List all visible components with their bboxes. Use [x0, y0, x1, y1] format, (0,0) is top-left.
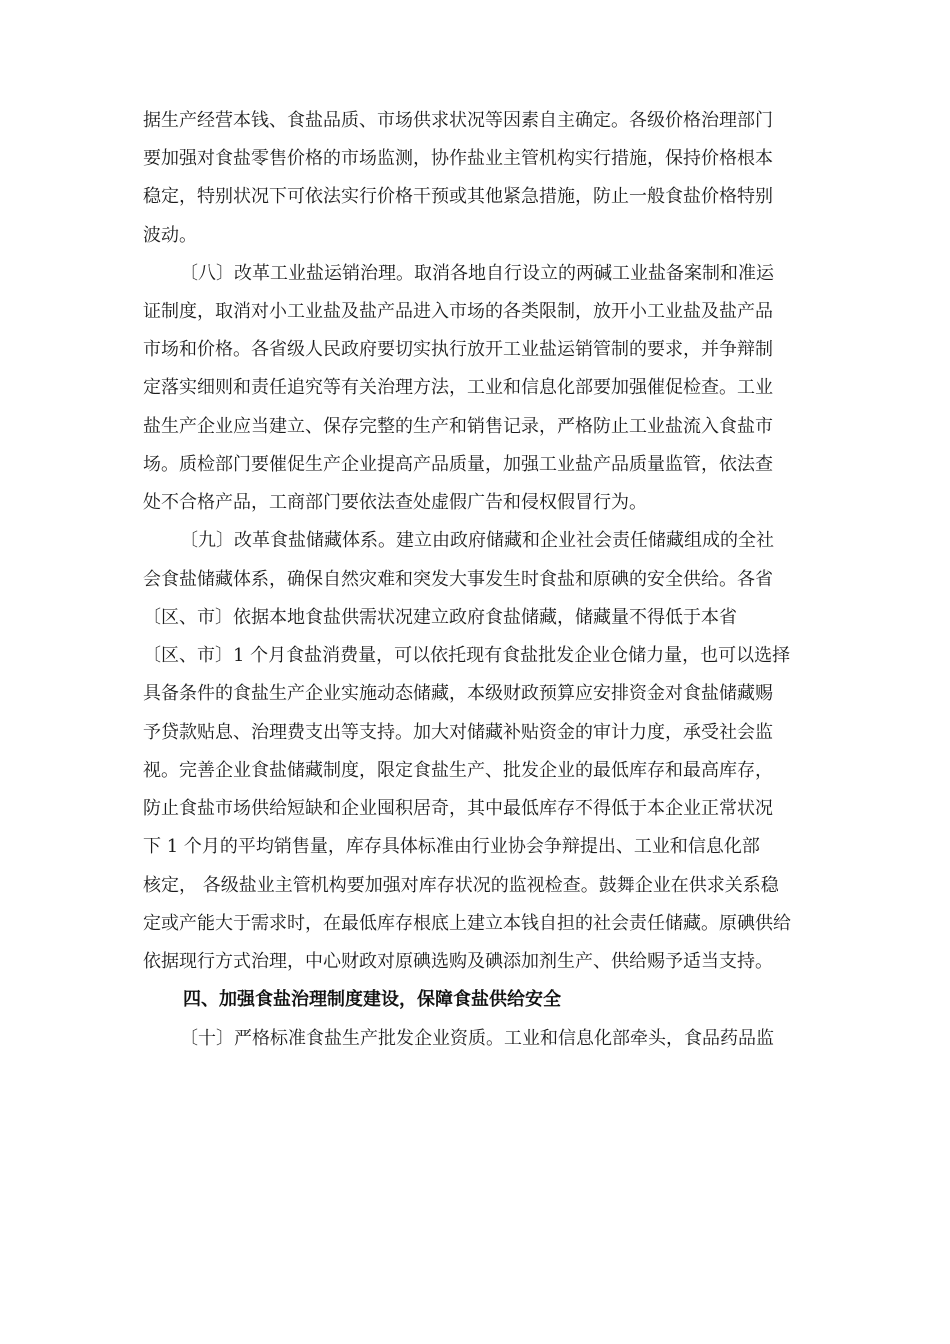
paragraph-heading-10: 〔十〕严格标准食盐生产批发企业资质。工业和信息化部牵头，食品药品监 [180, 1028, 774, 1049]
body-text-line: 予贷款贴息、治理费支出等支持。加大对储藏补贴资金的审计力度，承受社会监 [143, 722, 773, 743]
body-text-line: 具备条件的食盐生产企业实施动态储藏，本级财政预算应安排资金对食盐储藏赐 [143, 683, 773, 704]
paragraph-heading-9: 〔九〕改革食盐储藏体系。建立由政府储藏和企业社会责任储藏组成的全社 [180, 530, 774, 551]
body-text-line: 处不合格产品，工商部门要依法查处虚假广告和侵权假冒行为。 [143, 492, 647, 513]
body-text-line: 证制度，取消对小工业盐及盐产品进入市场的各类限制，放开小工业盐及盐产品 [143, 301, 773, 322]
body-text-line: 〔区、市〕1 个月食盐消费量，可以依托现有食盐批发企业仓储力量，也可以选择 [143, 645, 791, 666]
body-text-line: 定落实细则和责任追究等有关治理方法，工业和信息化部要加强催促检查。工业 [143, 377, 773, 398]
paragraph-heading-8: 〔八〕改革工业盐运销治理。取消各地自行设立的两碱工业盐备案制和准运 [180, 263, 774, 284]
body-text-line: 盐生产企业应当建立、保存完整的生产和销售记录，严格防止工业盐流入食盐市 [143, 416, 773, 437]
body-text-line: 定或产能大于需求时，在最低库存根底上建立本钱自担的社会责任储藏。原碘供给 [143, 913, 791, 934]
body-text-line: 稳定，特别状况下可依法实行价格干预或其他紧急措施，防止一般食盐价格特别 [143, 186, 773, 207]
body-text-line: 市场和价格。各省级人民政府要切实执行放开工业盐运销管制的要求，并争辩制 [143, 339, 773, 360]
body-text-line: 会食盐储藏体系，确保自然灾难和突发大事发生时食盐和原碘的安全供给。各省 [143, 569, 773, 590]
body-text-line: 〔区、市〕依据本地食盐供需状况建立政府食盐储藏，储藏量不得低于本省 [143, 607, 737, 628]
body-text-line: 视。完善企业食盐储藏制度，限定食盐生产、批发企业的最低库存和最高库存， [143, 760, 773, 781]
body-text-line: 核定， 各级盐业主管机构要加强对库存状况的监视检查。鼓舞企业在供求关系稳 [143, 875, 779, 896]
body-text-line: 波动。 [143, 225, 197, 246]
body-text-line: 依据现行方式治理，中心财政对原碘选购及碘添加剂生产、供给赐予适当支持。 [143, 951, 773, 972]
section-heading: 四、加强食盐治理制度建设，保障食盐供给安全 [183, 989, 561, 1010]
body-text-line: 据生产经营本钱、食盐品质、市场供求状况等因素自主确定。各级价格治理部门 [143, 110, 773, 131]
body-text-line: 要加强对食盐零售价格的市场监测，协作盐业主管机构实行措施，保持价格根本 [143, 148, 773, 169]
body-text-line: 防止食盐市场供给短缺和企业囤积居奇，其中最低库存不得低于本企业正常状况 [143, 798, 773, 819]
body-text-line: 场。质检部门要催促生产企业提高产品质量，加强工业盐产品质量监管，依法查 [143, 454, 773, 475]
body-text-line: 下 1 个月的平均销售量，库存具体标准由行业协会争辩提出、工业和信息化部 [143, 836, 760, 857]
